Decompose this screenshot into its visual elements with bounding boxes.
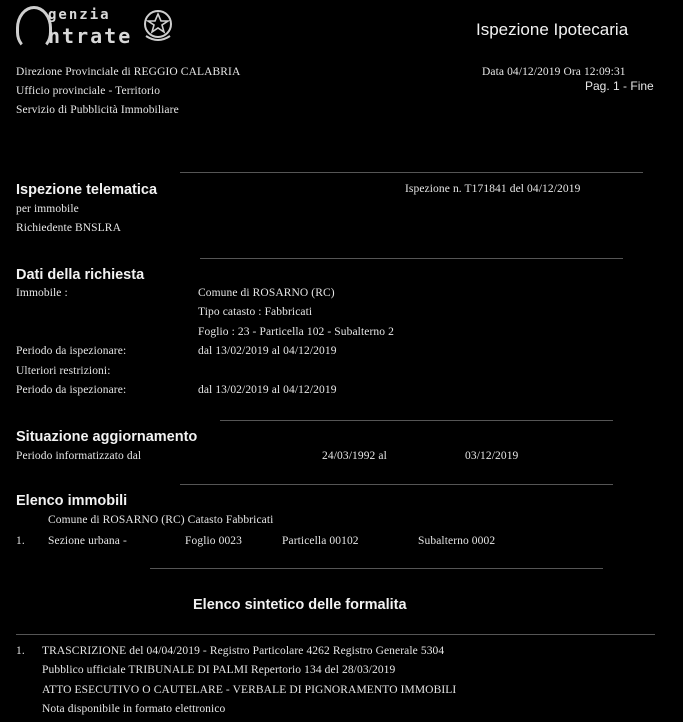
foglio-value: Foglio : 23 - Particella 102 - Subalterno 2 — [198, 326, 394, 338]
properties-heading: Elenco immobili — [16, 493, 128, 509]
logo-line2: ntrate — [48, 24, 133, 48]
update-to: 03/12/2019 — [465, 450, 519, 462]
update-from: 24/03/1992 al — [322, 450, 387, 462]
office-line-3: Servizio di Pubblicità Immobiliare — [16, 104, 179, 116]
tipo-catasto-value: Tipo catasto : Fabbricati — [198, 306, 313, 318]
divider — [180, 484, 613, 485]
page-number: Pag. 1 - Fine — [585, 79, 654, 93]
divider — [220, 420, 613, 421]
agenzia-entrate-logo — [12, 4, 182, 48]
formalities-heading: Elenco sintetico delle formalita — [193, 597, 407, 613]
divider — [180, 172, 643, 173]
formality-line-3: ATTO ESECUTIVO O CAUTELARE - VERBALE DI PIGNORAMENTO IMMOBILI — [42, 684, 457, 696]
ulteriori-label: Ulteriori restrizioni: — [16, 365, 111, 377]
periodo-value: dal 13/02/2019 al 04/12/2019 — [198, 345, 337, 357]
formality-line-1: TRASCRIZIONE del 04/04/2019 - Registro Particolare 4262 Registro Generale 5304 — [42, 645, 445, 657]
properties-subtitle: Comune di ROSARNO (RC) Catasto Fabbricati — [48, 514, 274, 526]
property-foglio: Foglio 0023 — [185, 535, 243, 547]
property-subalterno: Subalterno 0002 — [418, 535, 496, 547]
inspection-number: Ispezione n. T171841 del 04/12/2019 — [405, 183, 581, 195]
office-line-2: Ufficio provinciale - Territorio — [16, 85, 161, 97]
formality-line-4: Nota disponibile in formato elettronico — [42, 703, 226, 715]
periodo2-label: Periodo da ispezionare: — [16, 384, 127, 396]
update-heading: Situazione aggiornamento — [16, 429, 198, 445]
property-particella: Particella 00102 — [282, 535, 359, 547]
requester: Richiedente BNSLRA — [16, 222, 121, 234]
document-title: Ispezione Ipotecaria — [476, 20, 629, 39]
property-sezione: Sezione urbana - — [48, 535, 127, 547]
update-label: Periodo informatizzato dal — [16, 450, 142, 462]
divider — [150, 568, 603, 569]
divider — [16, 634, 655, 635]
logo-a-mark — [16, 6, 52, 50]
immobile-label: Immobile : — [16, 287, 68, 299]
property-row-number: 1. — [16, 535, 25, 547]
logo-line1: genzia — [48, 7, 111, 23]
inspection-heading: Ispezione telematica — [16, 182, 158, 198]
periodo-label: Periodo da ispezionare: — [16, 345, 127, 357]
divider — [200, 258, 623, 259]
inspection-type: per immobile — [16, 203, 79, 215]
formality-line-2: Pubblico ufficiale TRIBUNALE DI PALMI Repertorio 134 del 28/03/2019 — [42, 664, 396, 676]
periodo2-value: dal 13/02/2019 al 04/12/2019 — [198, 384, 337, 396]
emblem-icon — [140, 6, 176, 44]
office-line-1: Direzione Provinciale di REGGIO CALABRIA — [16, 66, 241, 78]
print-date: Data 04/12/2019 Ora 12:09:31 — [482, 66, 626, 78]
comune-value: Comune di ROSARNO (RC) — [198, 287, 335, 299]
formality-number: 1. — [16, 645, 25, 657]
request-heading: Dati della richiesta — [16, 267, 145, 283]
